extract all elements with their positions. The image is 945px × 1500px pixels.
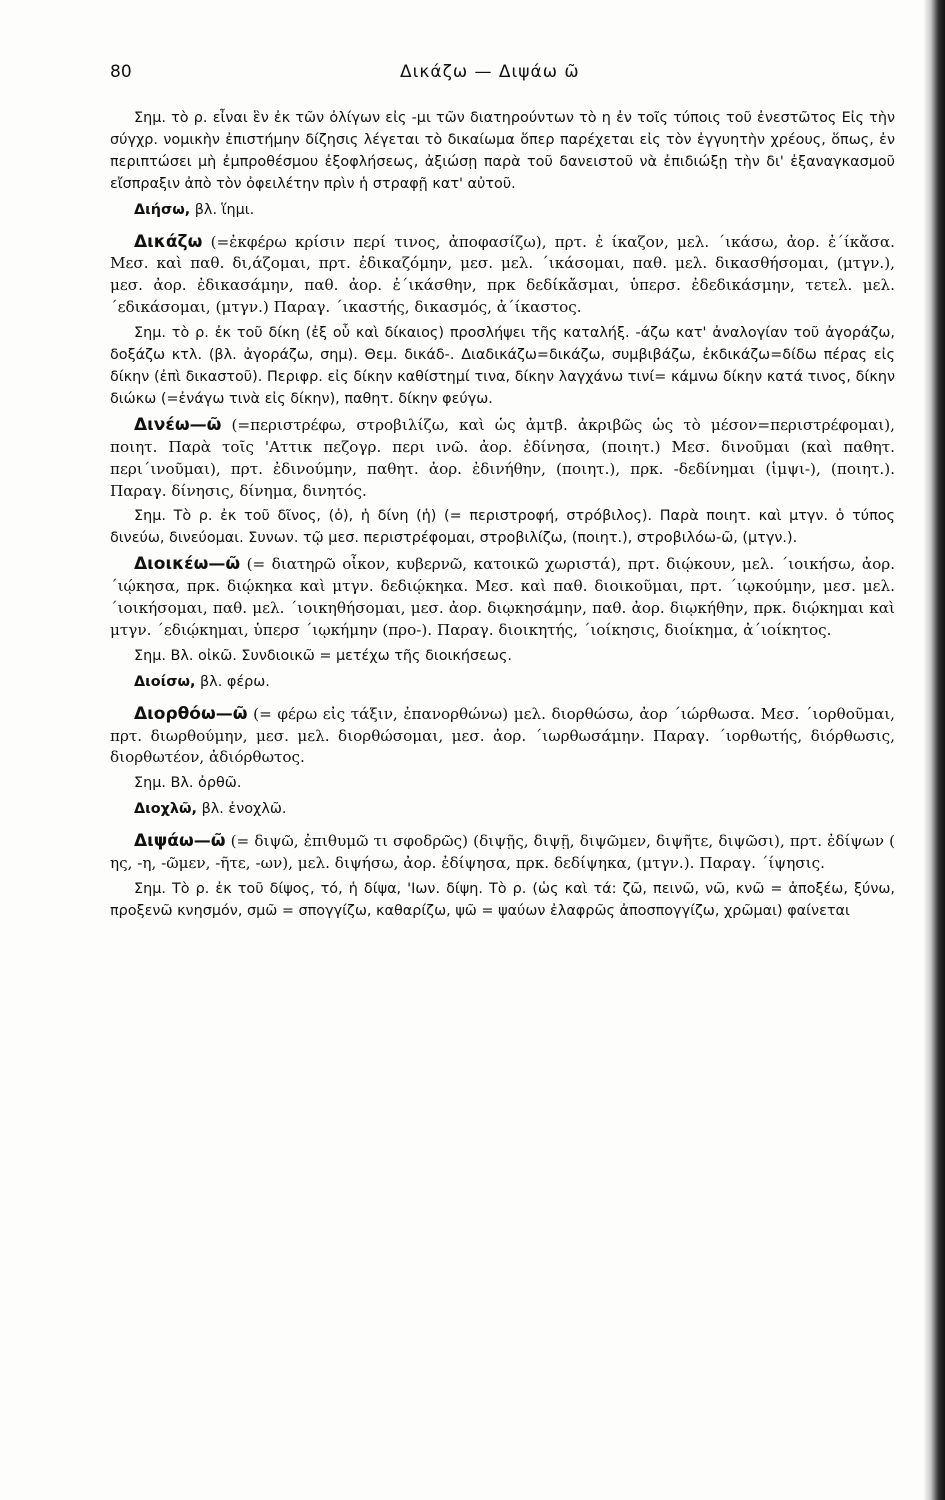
note-paragraph: Σημ. Τὸ ρ. ἐκ τοῦ δῖνος, (ὁ), ἡ δίνη (ἡ) (= περιστροφή, στρόβιλος). Παρὰ ποιητ. καὶ μτγν. ὁ τύπος δινεύω, δινεύομαι. Συνων. τῷ μεσ. περιστρέφομαι, στροβιλίζω, (ποιητ.), στροβιλόω-ῶ, (μτγν.). [110,508,895,547]
book-gutter-shadow [923,0,945,1500]
page-number: 80 [110,62,132,82]
entry-text: βλ. φέρω. [195,673,270,690]
note-paragraph: Σημ. Βλ. ὀρθῶ. [134,775,242,792]
dictionary-entry [110,415,895,503]
entry-text: (=ἐκφέρω κρίσιν περί τινος, ἀποφασίζω), πρτ. ἐ ίκαζον, μελ. ΄ικάσω, ἀορ. ἐ΄ίκἄσα. Μεσ. καὶ παθ. δι,άζομαι, πρτ. ἐδικαζόμην, μεσ. μελ. ΄ικάσομαι, παθ. μελ. δικασθήσομαι, (μτγν.), μεσ. ἀορ. ἐδικασάμην, παθ. ἀορ. ἐ΄ικάσθην, πρκ δεδίκἄσμαι, ὑπερσ. ἐδεδικάσμην, τετελ. μελ. ΄εδικάσομαι, (μτγν.) Παραγ. ΄ικαστής, δικασμός, ἀ΄ίκαστος. [110,232,895,317]
entry-headword: Δινέω—ῶ [134,414,222,435]
page-body [110,108,895,927]
cross-reference-entry [110,200,895,222]
dictionary-entry [110,232,895,320]
note-paragraph: Σημ. Τὸ ρ. ἐκ τοῦ δίψος, τό, ἡ δίψα, 'Ιων. δίψη. Τὸ ρ. (ὡς καὶ τά: ζῶ, πεινῶ, νῶ, κνῶ = ἀποξέω, ξύνω, προξενῶ κνησμόν, σμῶ = σπογγίζω, καθαρίζω, ψῶ = ψαύων ἐλαφρῶς ἀποσπογγίζω, χρῶμαι) φαίνεται [110,881,895,919]
entry-headword: Διοικέω—ῶ [134,554,241,575]
entry-text: (= διψῶ, ἐπιθυμῶ τι σφοδρῶς) (διψῇς, διψῇ, διψῶμεν, διψῆτε, διψῶσι), πρτ. ἐδίψων ( ης, -η, -ῶμεν, -ῆτε, -ων), μελ. διψήσω, ἀορ. ἐδίψησα, πρκ. δεδίψηκα, (μτγν.). Παραγ. ΄ίψησις. [110,832,895,873]
entry-text: βλ. ἵημι. [190,201,255,218]
entry-headword: Διήσω, [134,201,191,218]
entry-text: βλ. ἐνοχλῶ. [197,801,287,818]
entry-text: (= διατηρῶ οἶκον, κυβερνῶ, κατοικῶ χωριστά), πρτ. διῴκουν, μελ. ΄ιοικήσω, ἀορ. ΄ιῴκησα, πρκ. διῴκηκα καὶ μτγν. δεδιῴκηκα. Μεσ. καὶ παθ. διοικοῦμαι, πρτ. ΄ιῳκούμην, μεσ. μελ. ΄ιοικήσομαι, παθ. μελ. ΄ιοικηθήσομαι, μεσ. ἀορ. διῳκησάμην, παθ. ἀορ. διῳκήθην, πρκ. διῴκημαι καὶ μτγν. ΄εδιῴκημαι, ὑπερσ ΄ιῳκήμην (προ-). Παραγ. διοικητής, ΄ιοίκησις, διοίκημα, ἀ΄ιοίκητος. [110,555,895,639]
entry-headword: Διοχλῶ, [134,801,197,818]
running-title: Δικάζω — Διψάω ῶ [400,62,580,82]
note-paragraph: Σημ. τὸ ρ. ἐκ τοῦ δίκη (ἐξ οὗ καὶ δίκαιος) προσλήψει τῆς καταλήξ. -άζω κατ' ἀναλογίαν τοῦ ἀγοράζω, δοξάζω κτλ. (βλ. ἀγοράζω, σημ). Θεμ. δικάδ-. Διαδικάζω=δικάζω, συμβιβάζω, ἐκδικάζω=δίδω πέρας εἰς δίκην (ἐπὶ δικαστοῦ). Περιφρ. εἰς δίκην καθίστημί τινα, δίκην λαγχάνω τινί= κάμνω δίκην κατά τινος, δίκην διώκω (=ἐνάγω τινὰ εἰς δίκην), παθητ. δίκην φεύγω. [110,325,895,407]
dictionary-entry [110,704,895,770]
page-header [110,62,900,88]
dictionary-entry [110,554,895,642]
dictionary-entry [110,831,895,875]
entry-headword: Διψάω—ῶ [134,831,226,852]
entry-text: (= φέρω εἰς τάξιν, ἐπανορθώνω) μελ. διορθώσω, ἀορ ΄ιώρθωσα. Μεσ. ΄ιορθοῦμαι, πρτ. διωρθούμην, μεσ. μελ. διορθώσομαι, μεσ. ἀορ. ΄ιωρθωσάμην. Παραγ. ΄ιορθωτής, διόρθωσις, διορθωτέον, ἀδιόρθωτος. [110,704,895,767]
note-paragraph: Σημ. Βλ. οἰκῶ. Συνδιοικῶ = μετέχω τῆς διοικήσεως. [134,647,512,664]
entry-text: (=περιστρέφω, στροβιλίζω, καὶ ὡς ἀμτβ. ἀκριβῶς ὡς τὸ μέσον=περιστρέφομαι), ποιητ. Παρὰ τοῖς 'Αττικ πεζογρ. περι ινῶ. ἀορ. ἐδίνησα, (ποιητ.) Μεσ. δινοῦμαι (καὶ παθητ. περι΄ινοῦμαι), πρτ. ἐδινούμην, παθητ. ἀορ. ἐδινήθην, (ποιητ.), πρκ. -δεδίνημαι (ἱμψι-), (ποιητ.). Παραγ. δίνησις, δίνημα, δινητός. [110,415,895,500]
cross-reference-entry [110,799,895,821]
entry-headword: Δικάζω [134,231,203,252]
note-paragraph: Σημ. τὸ ρ. εἶναι ἓν ἐκ τῶν ὀλίγων εἰς -μι τῶν διατηρούντων τὸ η ἐν τοῖς τύποις τοῦ ἐνεστῶτος Εἰς τὴν σύγχρ. νομικὴν ἐπιστήμην δίζησις λέγεται τὸ δικαίωμα ὅπερ παρέχεται εἰς τὸν ἐγγυητὴν χρέους, ὅπως, ἐν περιπτώσει μὴ ἐμπροθέσμου ἐξοφλήσεως, ἀξιώσῃ παρὰ τοῦ δανειστοῦ νὰ ἐπιδιώξῃ τὴν δι' ἐξαναγκασμοῦ εἴσπραξιν ἀπὸ τὸν ὀφειλέτην πρὶν ἡ στραφῇ κατ' αὐτοῦ. [110,110,895,192]
cross-reference-entry [110,672,895,694]
entry-headword: Διορθόω—ῶ [134,703,248,724]
entry-headword: Διοίσω, [134,673,196,690]
